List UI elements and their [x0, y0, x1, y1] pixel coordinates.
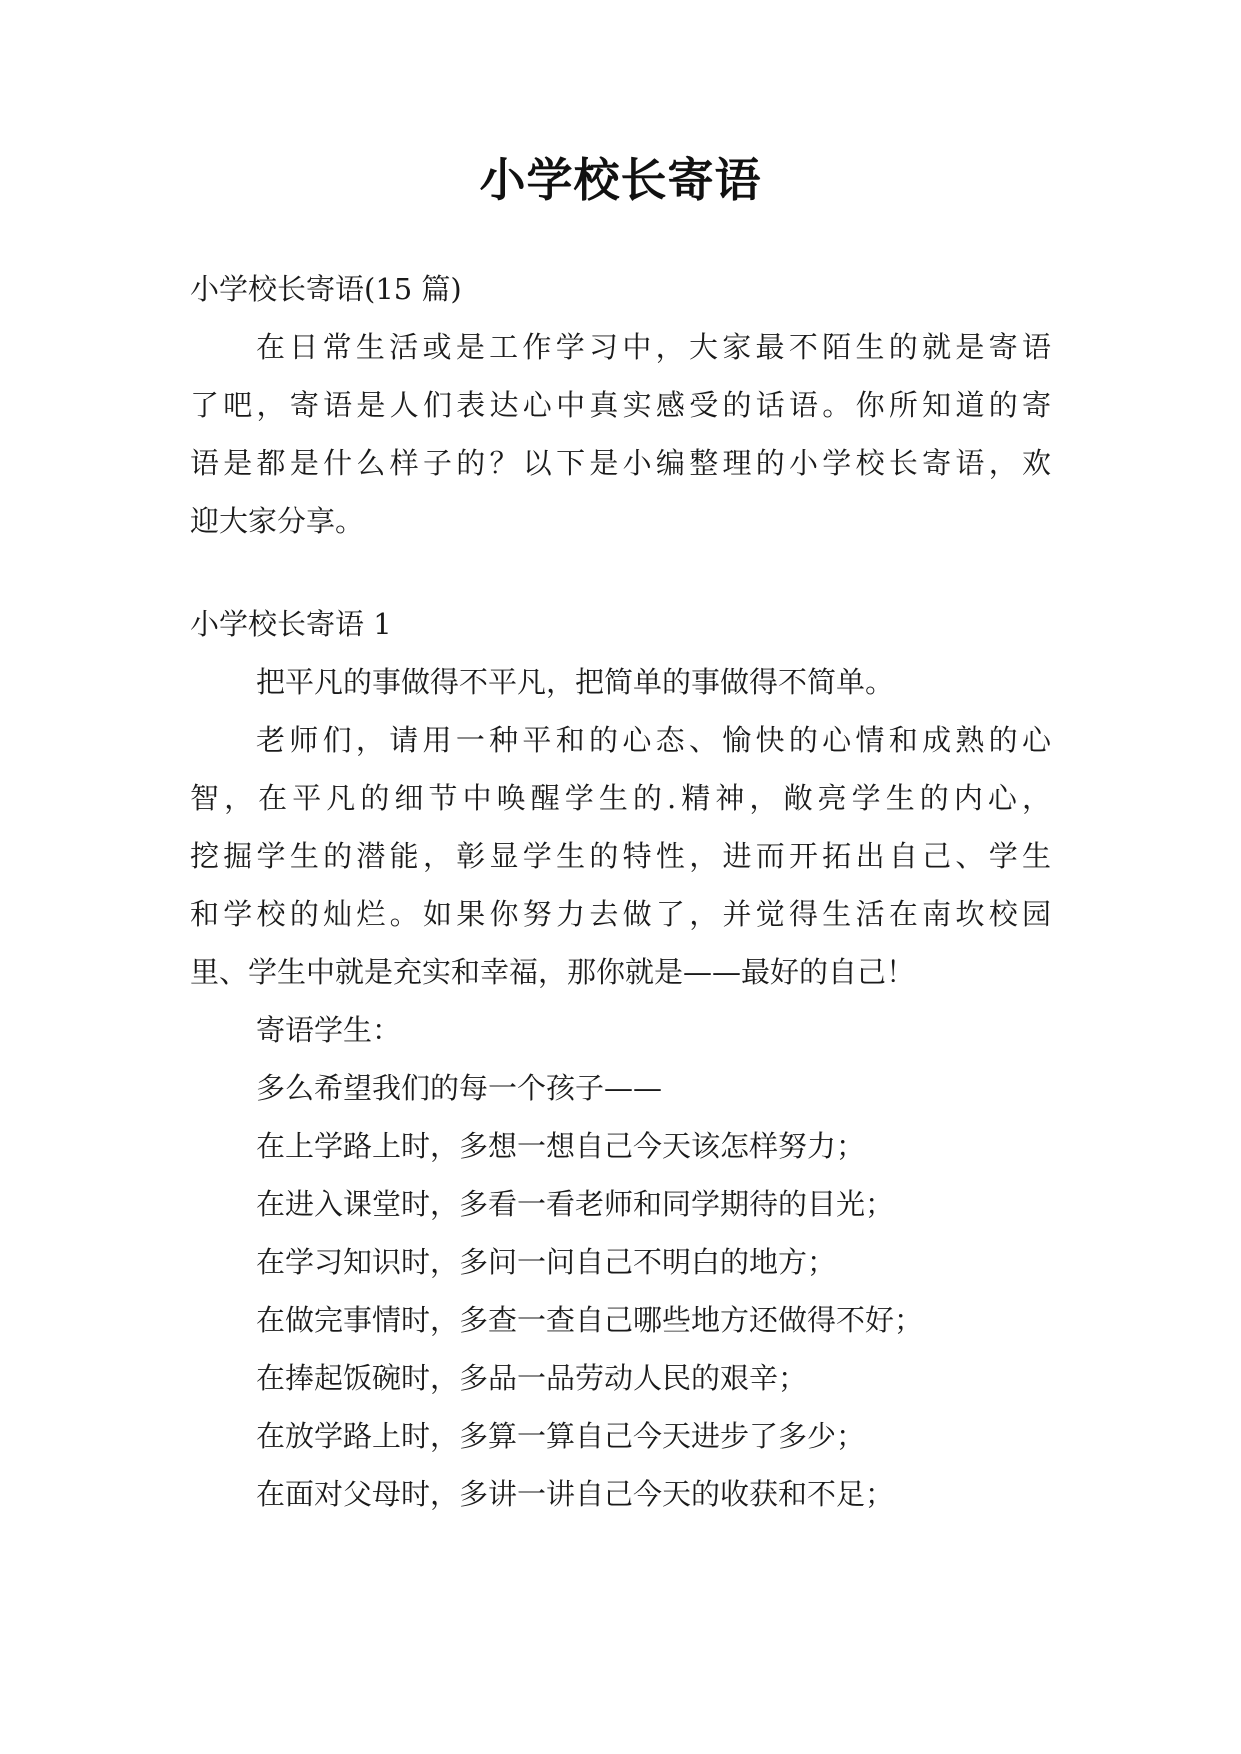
intro-line: 在日常生活或是工作学习中，大家最不陌生的就是寄语	[256, 330, 1051, 364]
teachers-line: 挖掘学生的潜能，彰显学生的特性，进而开拓出自己、学生	[190, 839, 1051, 873]
section-heading: 小学校长寄语 1	[190, 607, 392, 641]
wish-line: 在进入课堂时，多看一看老师和同学期待的目光；	[256, 1187, 895, 1221]
motto-line: 把平凡的事做得不平凡，把简单的事做得不简单。	[256, 665, 895, 699]
intro-line: 了吧，寄语是人们表达心中真实感受的话语。你所知道的寄	[190, 388, 1051, 422]
intro-line: 语是都是什么样子的？以下是小编整理的小学校长寄语，欢	[190, 446, 1051, 480]
students-intro: 多么希望我们的每一个孩子——	[256, 1071, 663, 1105]
intro-line: 迎大家分享。	[190, 504, 365, 538]
teachers-line: 老师们，请用一种平和的心态、愉快的心情和成熟的心	[256, 723, 1051, 757]
wish-line: 在学习知识时，多问一问自己不明白的地方；	[256, 1245, 837, 1279]
teachers-line: 智，在平凡的细节中唤醒学生的.精神，敞亮学生的内心，	[190, 781, 1051, 815]
teachers-line: 和学校的灿烂。如果你努力去做了，并觉得生活在南坎校园	[190, 897, 1051, 931]
wish-line: 在上学路上时，多想一想自己今天该怎样努力；	[256, 1129, 866, 1163]
section-1	[190, 595, 1051, 1523]
intro-section	[190, 260, 1051, 550]
teachers-line: 里、学生中就是充实和幸福，那你就是——最好的自己！	[190, 955, 916, 989]
wish-line: 在面对父母时，多讲一讲自己今天的收获和不足；	[256, 1477, 895, 1511]
wish-line: 在做完事情时，多查一查自己哪些地方还做得不好；	[256, 1303, 924, 1337]
document-title: 小学校长寄语	[479, 153, 762, 207]
wish-line: 在捧起饭碗时，多品一品劳动人民的艰辛；	[256, 1361, 808, 1395]
wish-line: 在放学路上时，多算一算自己今天进步了多少；	[256, 1419, 866, 1453]
document-heading: 小学校长寄语(15 篇)	[190, 272, 462, 306]
students-heading: 寄语学生：	[256, 1013, 402, 1047]
